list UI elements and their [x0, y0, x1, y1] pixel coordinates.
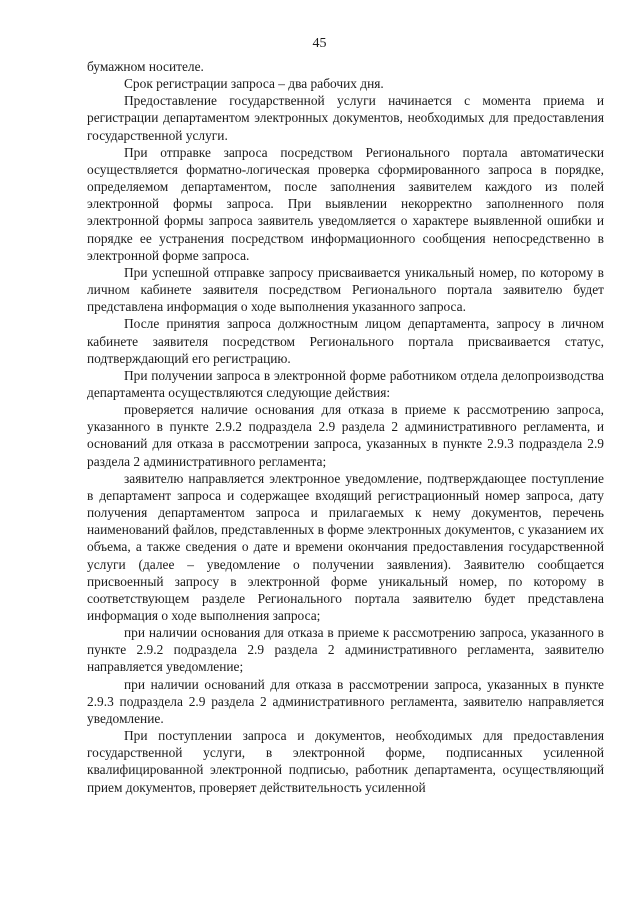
list-item: при наличии оснований для отказа в рассмотрении запроса, указанных в пункте 2.9.3 подраздела 2.9 раздела 2 административного регламента, заявителю направляется уведомление. [87, 676, 604, 726]
paragraph: При успешной отправке запросу присваивается уникальный номер, по которому в личном кабинете заявителя посредством Регионального портала заявителю будет представлена информация о ходе выполнения указанного запроса. [87, 264, 604, 315]
paragraph: При получении запроса в электронной форме работником отдела делопроизводства департамента осуществляются следующие действия: [87, 367, 604, 400]
list-item: заявителю направляется электронное уведомление, подтверждающее поступление в департамент запроса и содержащее входящий регистрационный номер запроса, дату получения департаментом запроса и прилагаемых к нему документов, перечень наименований файлов, представленных в форме электронных документов, с указанием их объема, а также сведения о дате и времени окончания предоставления государственной услуги (далее – уведомление о получении заявления). Заявителю сообщается присвоенный запросу в электронной форме уникальный номер, по которому в соответствующем разделе Регионального портала заявителю будет представлена информация о ходе выполнения запроса; [87, 470, 604, 623]
paragraph: бумажном носителе. [87, 59, 204, 74]
list-item: при наличии основания для отказа в приеме к рассмотрению запроса, указанного в пункте 2.9.2 подраздела 2.9 раздела 2 административного регламента, заявителю направляется уведомление; [87, 625, 604, 675]
paragraph: При отправке запроса посредством Регионального портала автоматически осуществляется форматно-логическая проверка сформированного запроса в порядке, определяемом департаментом, после заполнения заявителем каждого из полей электронной формы запроса. При выявлении некорректно заполненного поля электронной формы запроса заявитель уведомляется о характере выявленной ошибки и порядке ее устранения посредством информационного сообщения непосредственно в электронной форме запроса. [87, 144, 604, 263]
page-number: 45 [312, 36, 327, 51]
paragraph: При поступлении запроса и документов, необходимых для предоставления государственной услуги, в электронной форме, подписанных усиленной квалифицированной электронной подписью, работник департамента, осуществляющий прием документов, проверяет действительность усиленной [87, 728, 604, 795]
document-body [87, 58, 604, 796]
paragraph: Срок регистрации запроса – два рабочих дня. [124, 76, 384, 92]
paragraph: Предоставление государственной услуги начинается с момента приема и регистрации департаментом электронных документов, необходимых для предоставления государственной услуги. [87, 93, 604, 143]
list-item: проверяется наличие основания для отказа в приеме к рассмотрению запроса, указанного в пункте 2.9.2 подраздела 2.9 раздела 2 административного регламента, и оснований для отказа в рассмотрении запроса, указанных в пункте 2.9.3 подраздела 2.9 раздела 2 административного регламента; [87, 402, 604, 469]
paragraph: После принятия запроса должностным лицом департамента, запросу в личном кабинете заявителя посредством Регионального портала присваивается статус, подтверждающий его регистрацию. [87, 316, 604, 366]
